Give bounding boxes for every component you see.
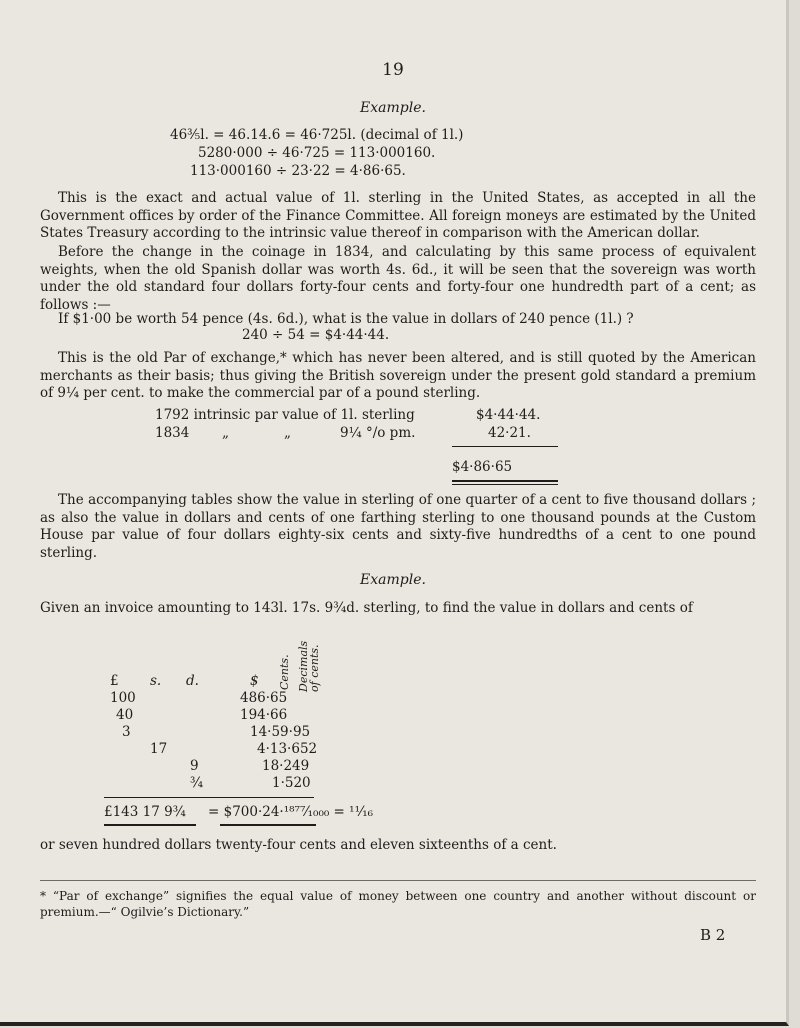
par-row-1792 [155, 406, 415, 424]
row-sterling-pounds: 3 [122, 724, 131, 740]
sum-rule [452, 446, 558, 447]
row-dollars: 14·59·95 [250, 724, 311, 740]
row-dollars: 194·66 [240, 707, 288, 723]
total-rule [104, 824, 196, 826]
par-row-1792-label: 1792 intrinsic par value of 1l. sterling [155, 407, 415, 423]
header-pounds: £ [110, 673, 119, 689]
row-dollars: 1·520 [272, 775, 311, 791]
row-sterling-pence: ¾ [190, 775, 204, 791]
header-cents: Cents. [278, 654, 291, 690]
total-dollars: = $700·24·¹⁸⁷⁷⁄₁₀₀₀ = ¹¹⁄₁₆ [208, 804, 374, 820]
par-total: $4·86·65 [452, 459, 513, 475]
sum-rule [104, 797, 314, 798]
signature-mark: B 2 [700, 926, 726, 944]
paragraph-before-change: Before the change in the coinage in 1834, and calculating by this same process of equivalent weights, when the old Spanish dollar was worth 4s. 6d., it will be seen that the sovereign was worth under the old standard four dollars forty-four cents and forty-four one hundredth part of a cent; as follows :— [40, 244, 756, 313]
footnote-rule [40, 880, 756, 881]
row-dollars: 18·249 [262, 758, 310, 774]
header-decimals: Decimals of cents. [297, 640, 321, 692]
total-rule [220, 824, 316, 826]
par-row-1834-year: 1834 [155, 425, 190, 441]
total-rule [452, 484, 558, 485]
invoice-intro: Given an invoice amounting to 143l. 17s. 9¾d. sterling, to find the value in dollars and cents of [40, 600, 693, 616]
page-number: 19 [382, 60, 404, 80]
paragraph-par-of-exchange: This is the old Par of exchange,* which has never been altered, and is still quoted by the American merchants as their basis; thus giving the British sovereign under the present gold standard a premium of 9¼ per cent. to make the commercial par of a pound sterling. [40, 350, 756, 401]
ditto-mark: „ [222, 425, 229, 441]
par-row-1834-rate: 9¼ °/o pm. [340, 425, 416, 441]
header-shillings: s. [150, 673, 162, 689]
par-row-1792-value: $4·44·44. [476, 407, 541, 423]
calculation-question: If $1·00 be worth 54 pence (4s. 6d.), what is the value in dollars of 240 pence (1l.) ? [58, 311, 634, 327]
conclusion: or seven hundred dollars twenty-four cents and eleven sixteenths of a cent. [40, 837, 557, 853]
footnote: * “Par of exchange” signifies the equal value of money between one country and another without discount or premium.—“ Ogilvie’s Dictionary.” [40, 889, 756, 919]
calculation-answer: 240 ÷ 54 = $4·44·44. [242, 327, 390, 343]
ditto-mark: „ [284, 425, 291, 441]
row-sterling-pence: 9 [190, 758, 199, 774]
par-row-1834-value: 42·21. [488, 425, 531, 441]
row-dollars: 486·65 [240, 690, 288, 706]
total-rule [452, 480, 558, 482]
calc-line-1: 46⅗l. = 46.14.6 = 46·725l. (decimal of 1l.) [170, 127, 464, 143]
example-heading: Example. [360, 572, 426, 588]
header-pence: d. [186, 673, 199, 689]
paragraph-accompanying-tables: The accompanying tables show the value in sterling of one quarter of a cent to five thousand dollars ; as also the value in dollars and cents of one farthing sterling to one thousand pounds at the Custom House par value of four dollars eighty-six cents and sixty-five hundredths of a cent to one pound sterling. [40, 492, 756, 561]
example-heading: Example. [360, 100, 426, 116]
row-sterling-shillings: 17 [150, 741, 168, 757]
row-sterling-pounds: 40 [116, 707, 134, 723]
row-sterling-pounds: 100 [110, 690, 136, 706]
total-sterling: £143 17 9¾ [104, 804, 186, 820]
row-dollars: 4·13·652 [257, 741, 318, 757]
calc-line-2: 5280·000 ÷ 46·725 = 113·000160. [198, 145, 436, 161]
paragraph-exact-value: This is the exact and actual value of 1l. sterling in the United States, as accepted in all the Government offices by order of the Finance Committee. All foreign moneys are estimated by the United States Treasury according to the intrinsic value thereof in comparison with the American dollar. [40, 190, 756, 241]
calc-line-3: 113·000160 ÷ 23·22 = 4·86·65. [190, 163, 406, 179]
header-dollars: $ [250, 673, 259, 689]
